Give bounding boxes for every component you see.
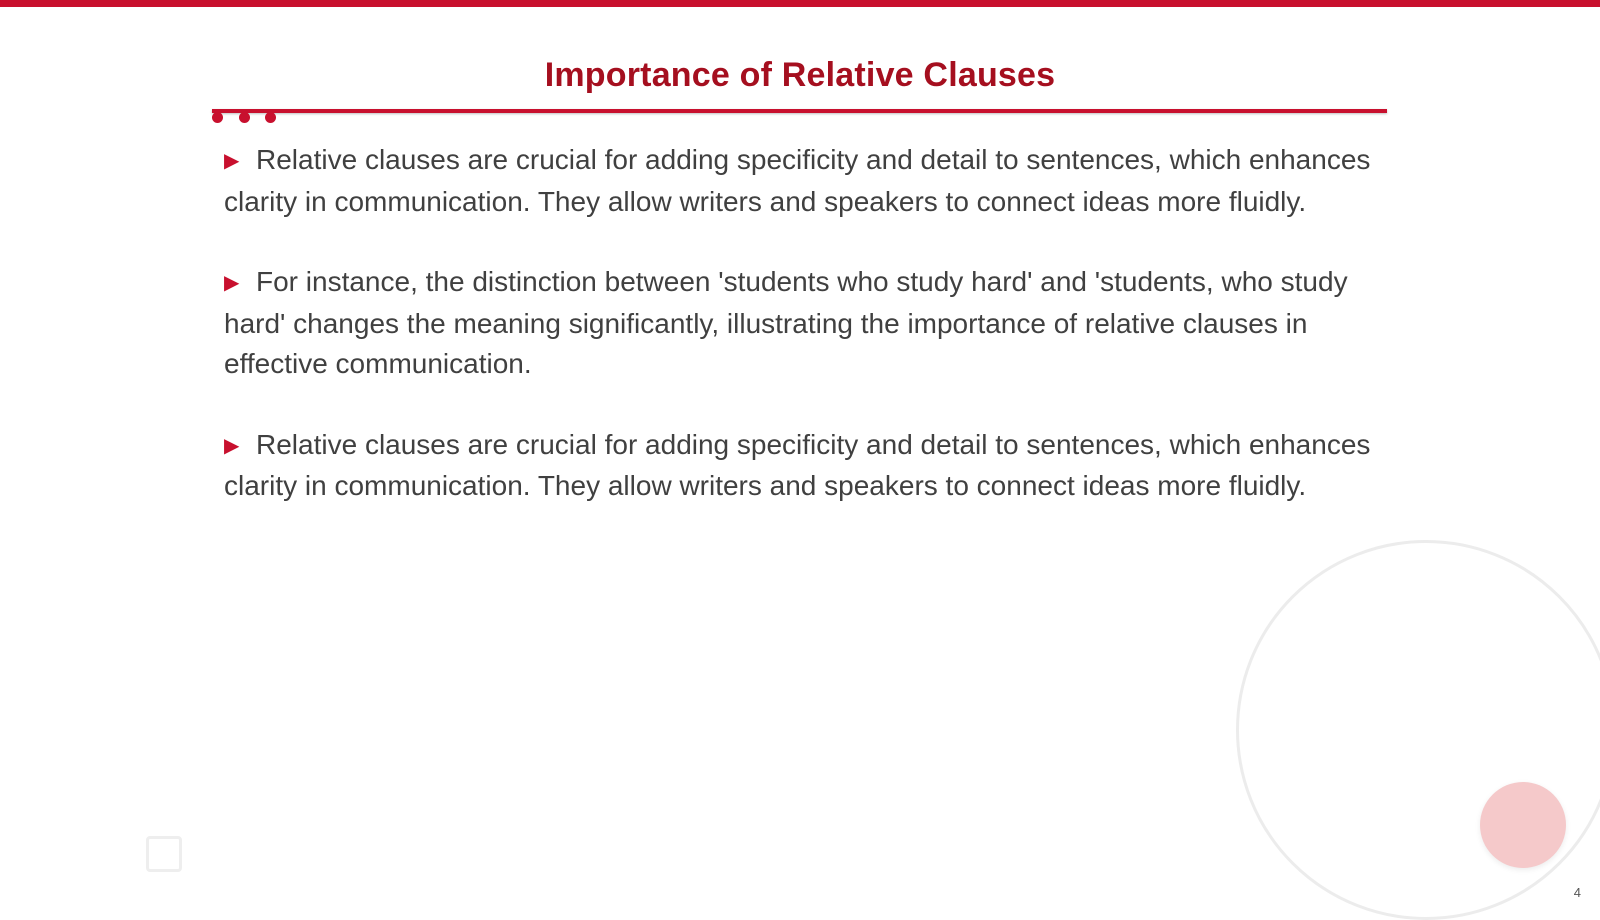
triangle-right-icon: ▶ bbox=[224, 272, 240, 294]
bullet-text: Relative clauses are crucial for adding specificity and detail to sentences, which enhances clarity in communication. They allow writers and speakers to connect ideas more fluidly. bbox=[224, 428, 1371, 501]
bullet-list bbox=[224, 140, 1384, 547]
bullet-item bbox=[224, 140, 1384, 222]
title-underline bbox=[212, 109, 1387, 113]
decorative-circle bbox=[1480, 782, 1566, 868]
decorative-ring bbox=[1236, 540, 1600, 920]
decorative-dot bbox=[239, 112, 250, 123]
slide-title: Importance of Relative Clauses bbox=[544, 56, 1056, 94]
decorative-dot bbox=[212, 112, 223, 123]
top-accent-bar bbox=[0, 0, 1600, 7]
decorative-square bbox=[146, 836, 182, 872]
bullet-text: For instance, the distinction between 'students who study hard' and 'students, who study hard' changes the meaning significantly, illustrating the importance of relative clauses in effective communication. bbox=[224, 266, 1348, 379]
page-number: 4 bbox=[1573, 885, 1581, 900]
triangle-right-icon: ▶ bbox=[224, 150, 240, 172]
bullet-item bbox=[224, 262, 1384, 385]
bullet-item bbox=[224, 425, 1384, 507]
decorative-dot bbox=[265, 112, 276, 123]
bullet-text: Relative clauses are crucial for adding specificity and detail to sentences, which enhances clarity in communication. They allow writers and speakers to connect ideas more fluidly. bbox=[224, 144, 1371, 217]
triangle-right-icon: ▶ bbox=[224, 434, 240, 457]
